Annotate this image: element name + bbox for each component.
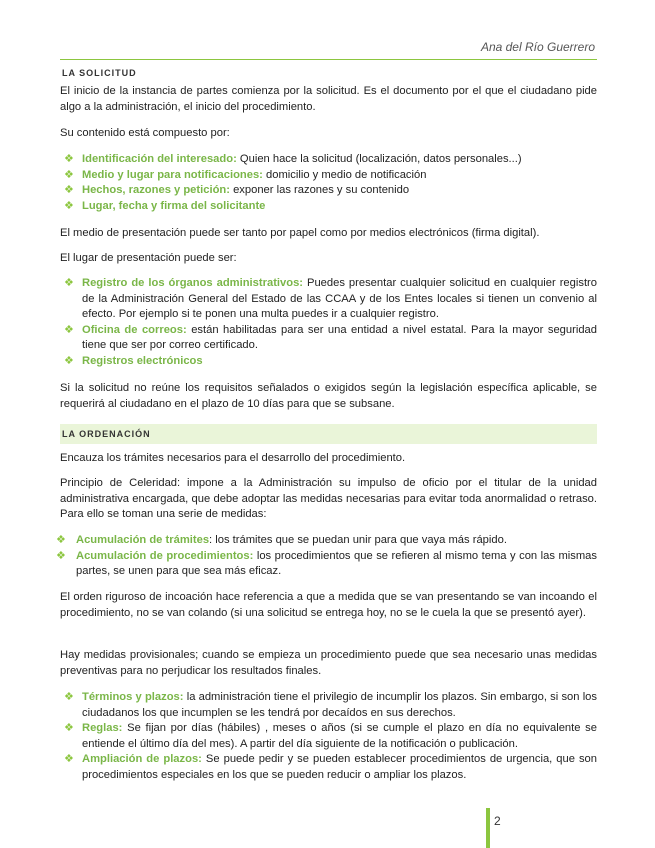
- diamond-bullet-icon: ❖: [64, 168, 74, 181]
- solicitud-content-list: [60, 152, 597, 214]
- ordenacion-celeridad: Principio de Celeridad: impone a la Administración su impulso de oficio por el titular de la unidad administrativa encargada, que debe adoptar las medidas necesarias para evitar toda anormalidad o retraso. Para ello se toman una serie de medidas:: [60, 477, 597, 520]
- diamond-bullet-icon: ❖: [56, 549, 66, 562]
- solicitud-subsanacion: Si la solicitud no reúne los requisitos señalados o exigidos según la legislación específica aplicable, se requerirá al ciudadano en el plazo de 10 días para que se subsane.: [60, 382, 597, 410]
- list-item: ❖ Términos y plazos: la administración tiene el privilegio de incumplir los plazos. Sin embargo, si son los ciudadanos los que incumplen se les tendrá por decaídos en sus derechos.: [64, 691, 597, 719]
- solicitud-content-lead: Su contenido está compuesto por:: [60, 127, 230, 139]
- list-item: ❖ Ampliación de plazos: Se puede pedir y se pueden establecer procedimientos de urgencia, que son procedimientos especiales en los que se pueden reducir o ampliar los plazos.: [64, 753, 597, 781]
- list-item: ❖ Registros electrónicos: [60, 354, 597, 370]
- list-item: ❖ Acumulación de procedimientos: los procedimientos que se refieren al mismo tema y con las mismas partes, se unen para que sea más eficaz.: [56, 549, 597, 577]
- page-number: 2: [494, 814, 501, 828]
- header-rule: [60, 59, 597, 60]
- list-item: ❖ Medio y lugar para notificaciones: domicilio y medio de notificación: [60, 168, 597, 184]
- list-item: ❖ Acumulación de trámites: los trámites que se puedan unir para que vaya más rápido.: [60, 533, 597, 549]
- section-title-ordenacion: LA ORDENACIÓN: [60, 424, 597, 444]
- ordenacion-intro: Encauza los trámites necesarios para el desarrollo del procedimiento.: [60, 452, 406, 464]
- diamond-bullet-icon: ❖: [64, 354, 74, 367]
- diamond-bullet-icon: ❖: [64, 753, 74, 765]
- list-item: ❖ Registro de los órganos administrativos: Puedes presentar cualquier solicitud en cualquier registro de la Administración General del Estado de las CCAA y de los Entes locales si tienen un convenio al efecto. Por ejemplo si te ponen una multa puedes ir a cualquier registro.: [64, 277, 597, 320]
- header-author: Ana del Río Guerrero: [480, 40, 595, 54]
- diamond-bullet-icon: ❖: [64, 153, 74, 165]
- list-item: ❖ Reglas: Se fijan por días (hábiles) , meses o años (si se cumple el plazo en día no equivalente se entiende el último día del mes). A partir del día siguiente de la notificación o publicación.: [64, 722, 597, 750]
- solicitud-medio: El medio de presentación puede ser tanto por papel como por medios electrónicos (firma digital).: [60, 227, 540, 239]
- list-item: ❖ Identificación del interesado: Quien hace la solicitud (localización, datos personales...): [60, 152, 597, 168]
- diamond-bullet-icon: ❖: [64, 691, 74, 703]
- page-number-rule: [486, 808, 490, 848]
- diamond-bullet-icon: ❖: [64, 722, 74, 734]
- diamond-bullet-icon: ❖: [64, 277, 74, 289]
- diamond-bullet-icon: ❖: [64, 199, 74, 212]
- section-title-solicitud: LA SOLICITUD: [62, 68, 137, 78]
- diamond-bullet-icon: ❖: [64, 323, 74, 336]
- list-item: ❖ Hechos, razones y petición: exponer las razones y su contenido: [60, 183, 597, 199]
- ordenacion-plazos-list: [60, 690, 597, 783]
- list-item: ❖ Lugar, fecha y firma del solicitante: [60, 199, 597, 215]
- diamond-bullet-icon: ❖: [56, 534, 66, 546]
- solicitud-lugar-lead: El lugar de presentación puede ser:: [60, 252, 237, 264]
- diamond-bullet-icon: ❖: [64, 184, 74, 196]
- solicitud-lugar-list: [60, 276, 597, 369]
- ordenacion-provisionales: Hay medidas provisionales; cuando se empieza un procedimiento puede que sea necesario unas medidas preventivas para no perjudicar los resultados finales.: [60, 649, 597, 677]
- solicitud-intro: El inicio de la instancia de partes comienza por la solicitud. Es el documento por el que el ciudadano pide algo a la administración, el inicio del procedimiento.: [60, 85, 597, 113]
- list-item: ❖ Oficina de correos: están habilitadas para ser una entidad a nivel estatal. Para la mayor seguridad tiene que ser por correo certificado.: [64, 323, 597, 351]
- ordenacion-incoacion: El orden riguroso de incoación hace referencia a que a medida que se van presentando se van incoando el procedimiento, no se van colando (si una solicitud se entrega hoy, no se le cuela la que se presentó ayer).: [60, 591, 597, 619]
- ordenacion-medidas-list: [56, 533, 597, 580]
